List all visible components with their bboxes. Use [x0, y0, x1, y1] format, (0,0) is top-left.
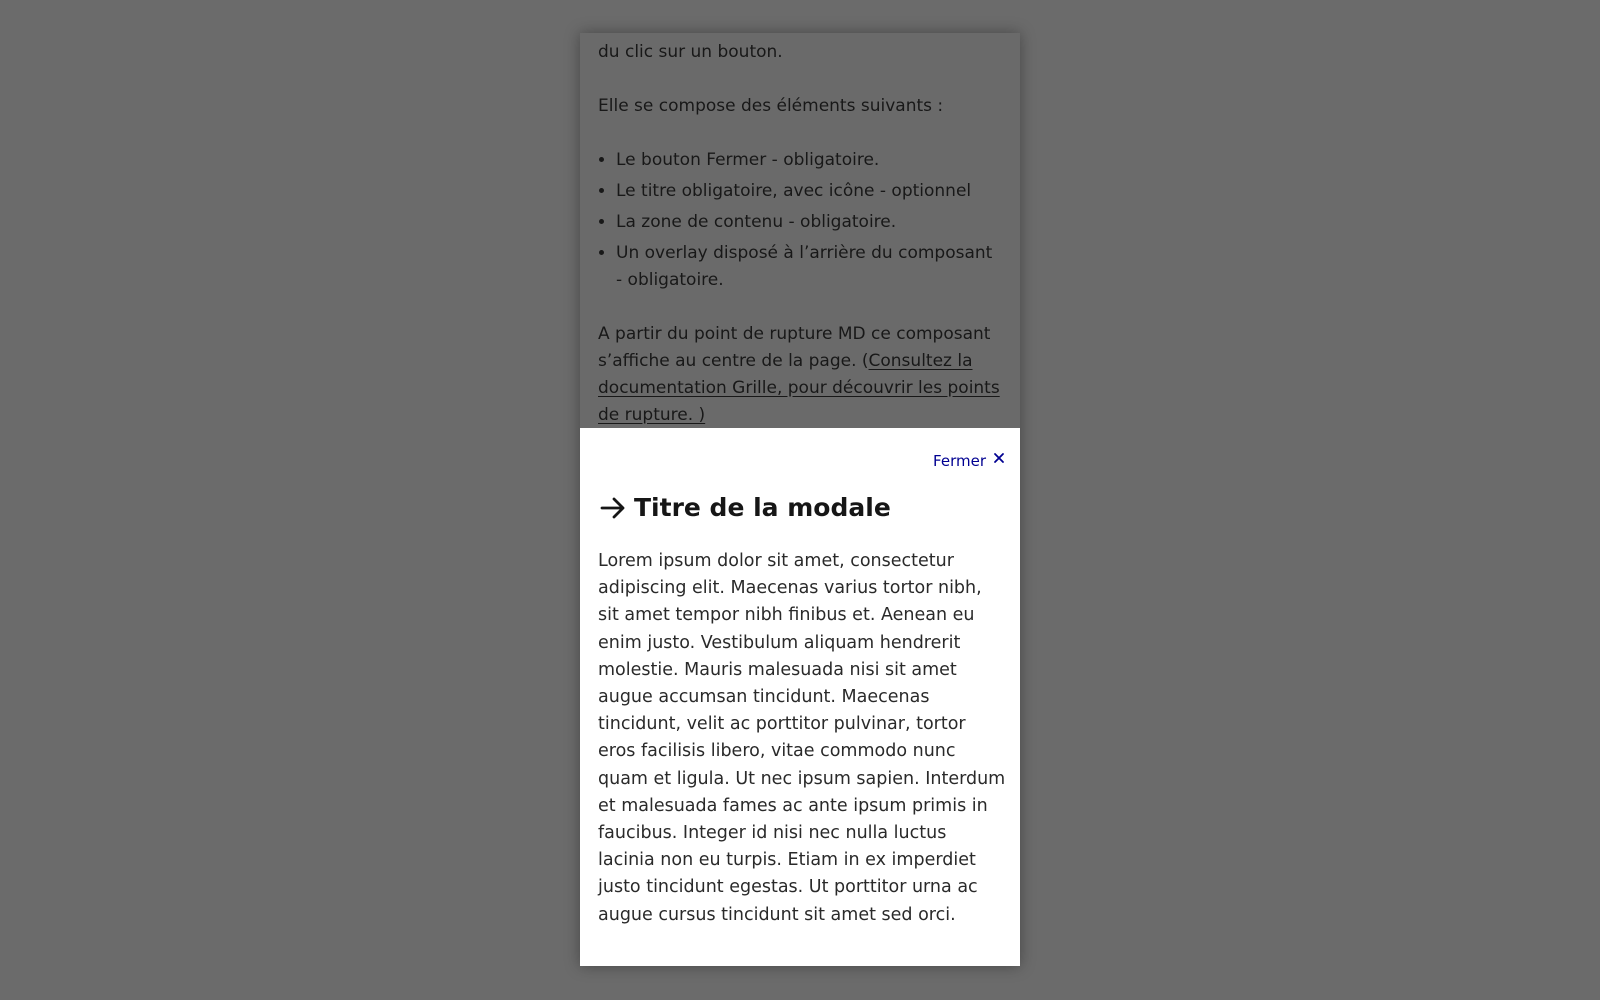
modal-body-text: Lorem ipsum dolor sit amet, consectetur adipiscing elit. Maecenas varius tortor nibh, sit amet tempor nibh finibus et. Aenean eu enim justo. Vestibulum aliquam hendrerit molestie. Mauris malesuada nisi sit amet augue accumsan tincidunt. Maecenas tincidunt, velit ac porttitor pulvinar, tortor eros facilisis libero, vitae commodo nunc quam et ligula. Ut nec ipsum sapien. Interdum et malesuada fames ac ante ipsum primis in faucibus. Integer id nisi nec nulla luctus lacinia non eu turpis. Etiam in ex imperdiet justo tincidunt egestas. Ut porttitor urna ac augue cursus tincidunt sit amet sed orci.	[598, 551, 1006, 925]
modal-dialog	[580, 428, 1020, 966]
close-label: Fermer	[933, 452, 986, 470]
close-icon	[992, 451, 1006, 465]
mobile-viewport	[580, 33, 1020, 966]
close-button[interactable]	[931, 448, 1008, 474]
modal-title-text: Titre de la modale	[634, 493, 891, 522]
modal-overlay[interactable]	[580, 33, 1020, 428]
arrow-right-icon	[598, 493, 628, 523]
modal-title	[598, 492, 891, 524]
